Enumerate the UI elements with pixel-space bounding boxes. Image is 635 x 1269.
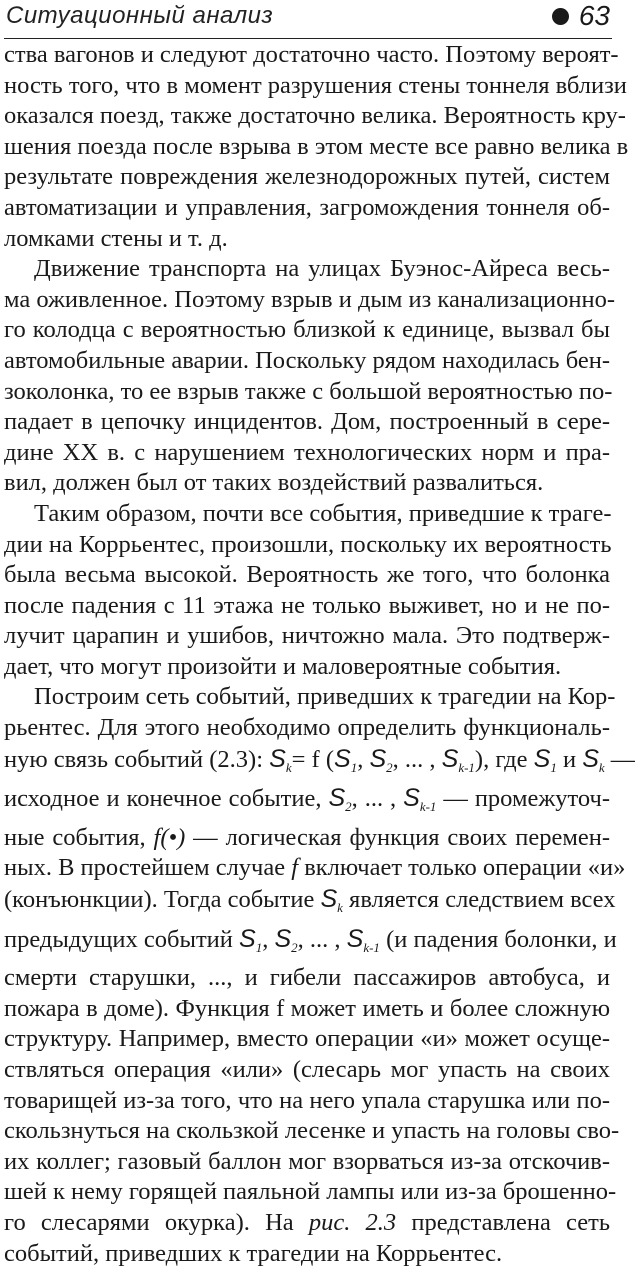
page-header — [4, 0, 612, 39]
bullet-dot-icon — [552, 8, 569, 25]
paragraph-2 — [4, 254, 616, 499]
text-line-formula: ные события, f(•) — логическая функция своих перемен- — [4, 823, 610, 851]
page-marker — [552, 0, 610, 32]
text-line: Движение транспорта на улицах Буэнос-Айреса весь- — [34, 255, 610, 283]
text-line-formula: (конъюнкции). Тогда событие $S_k$ является следствием всех — [4, 885, 616, 916]
running-title: Ситуационный анализ — [6, 2, 274, 29]
paragraph-3 — [4, 499, 610, 683]
body-text — [4, 40, 635, 1269]
text-line: автоматизации и управления, загромождения тоннеля об- — [4, 193, 610, 221]
text-line: ства вагонов и следуют достаточно часто. Поэтому вероят- — [4, 41, 619, 68]
paragraph-1 — [4, 40, 629, 254]
text-line: скользнуться на скользкой лесенке и упасть на головы сво- — [4, 1117, 620, 1145]
text-line-formula: исходное и конечное событие, $S_2$, ... , $S_{k-1}$ — промежуточ- — [4, 784, 611, 815]
figure-reference: рис. 2.3 — [308, 1208, 397, 1236]
text-line: после падения с 11 этажа не только выживет, но и не по- — [4, 591, 610, 619]
text-line: пожара в доме). Функция f может иметь и более сложную — [4, 994, 610, 1022]
text-line: оказался поезд, также достаточно велика. Вероятность кру- — [4, 102, 626, 130]
page-number: 63 — [578, 0, 610, 31]
text-line-formula: ных. В простейшем случае f включает только операции «и» — [4, 854, 626, 882]
text-line: событий, приведших к трагедии на Коррьентес. — [4, 1239, 503, 1267]
text-line: вил, должен был от таких воздействий развалиться. — [4, 469, 544, 497]
text-line: товарищей из-за того, что на него упала старушка или по- — [4, 1086, 610, 1114]
text-line: смерти старушки, ..., и гибели пассажиров автобуса, и — [4, 964, 610, 992]
text-line: результате повреждения железнодорожных путей, систем — [4, 163, 610, 191]
text-line: их коллег; газовый баллон мог взорваться из-за отскочив- — [4, 1147, 610, 1175]
text-line: падает в цепочку инцидентов. Дом, построенный в сере- — [4, 408, 610, 436]
text-line: зоколонка, то ее взрыв также с большой вероятностью по- — [4, 377, 613, 405]
paragraph-4 — [4, 682, 635, 1269]
text-line-formula: ную связь событий (2.3): $S_k= f$ ($S_1$, $S_2$, ... , $S_{k-1}$), где $S_1$ и $S_k$ — — [4, 744, 635, 775]
text-line: дии на Коррьентес, произошли, поскольку их вероятность — [4, 530, 612, 558]
text-line: Таким образом, почти все события, приведшие к траге- — [34, 499, 612, 527]
text-line: Построим сеть событий, приведших к трагедии на Кор- — [34, 683, 616, 711]
text-line: дает, что могут произойти и маловероятные события. — [4, 652, 562, 680]
text-line-figure-ref: го слесарями окурка). На рис. 2.3 представлена сеть — [4, 1208, 610, 1236]
text-line: ма оживленное. Поэтому взрыв и дым из канализационно- — [4, 285, 616, 313]
text-line: ность того, что в момент разрушения стены тоннеля вблизи — [4, 71, 627, 99]
text-line: автомобильные аварии. Поскольку рядом находилась бен- — [4, 346, 610, 374]
text-line: рьентес. Для этого необходимо определить функциональ- — [4, 714, 610, 742]
text-line: шения поезда после взрыва в этом месте все равно велика в — [4, 132, 629, 160]
text-line: дине XX в. с нарушением технологических норм и пра- — [4, 438, 610, 466]
text-line-formula: предыдущих событий $S_1$, $S_2$, ... , $S_{k-1}$ (и падения болонки, и — [4, 924, 617, 955]
text-line: ломками стены и т. д. — [4, 224, 228, 252]
text-line: го колодца с вероятностью близкой к единице, вызвал бы — [4, 316, 610, 344]
text-line: ствляться операция «или» (слесарь мог упасть на своих — [4, 1056, 610, 1083]
text-line: была весьма высокой. Вероятность же того, что болонка — [4, 561, 610, 589]
text-line: лучит царапин и ушибов, ничтожно мала. Это подтверж- — [4, 622, 610, 650]
text-line: шей к нему горящей паяльной лампы или из-за брошенно- — [4, 1178, 617, 1206]
text-line: структуру. Например, вместо операции «и» может осуще- — [4, 1025, 610, 1053]
